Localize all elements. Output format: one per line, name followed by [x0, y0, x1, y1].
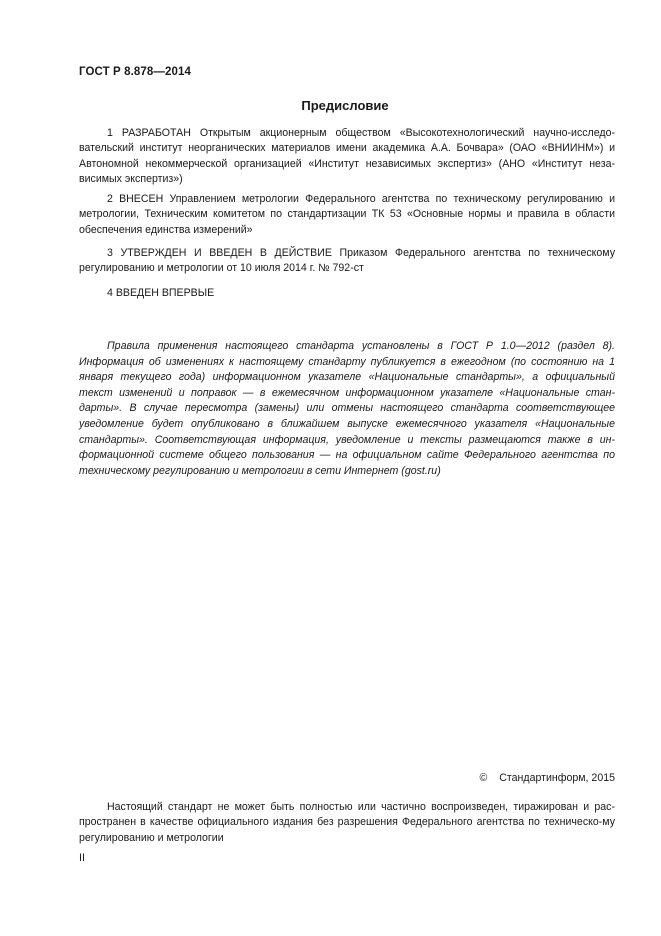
application-rules-notice: Правила применения настоящего стандарта установлены в ГОСТ Р 1.0—2012 (раздел 8). Информация об изменениях к настоящему стандарту публикуется в ежегодном (по состоянию на 1 января текущего года) информационном указателе «Национальные стандарты», а официальный текст изменений и поправок — в ежемесячном информационном указателе «Национальные стан-дарты». В случае пересмотра (замены) или отмены настоящего стандарта соответствующее уведомление будет опубликовано в ближайшем выпуске ежемесячного указателя «Национальные стандарты». Соответствующая информация, уведомление и тексты размещаются также в ин-формационной системе общего пользования — на официальном сайте Федерального агентства по техническому регулированию и метрологии в сети Интернет (gost.ru)	[79, 340, 615, 477]
paragraph-introduced	[79, 192, 615, 238]
standard-code: ГОСТ Р 8.878—2014	[79, 66, 191, 78]
copyright-symbol: ©	[479, 772, 488, 784]
paragraph-first-introduced	[79, 286, 615, 301]
paragraph-text: 4 ВВЕДЕН ВПЕРВЫЕ	[107, 287, 215, 299]
paragraph-developed	[79, 126, 615, 188]
reproduction-restriction-text: Настоящий стандарт не может быть полностью или частично воспроизведен, тиражирован и рас-пространен в качестве официального издания без разрешения Федерального агентства по техническо-му регулированию и метрологии	[79, 801, 615, 844]
copyright-holder: Стандартинформ, 2015	[499, 772, 615, 784]
page-title: Предисловие	[301, 98, 389, 113]
paragraph-text: 3 УТВЕРЖДЕН И ВВЕДЕН В ДЕЙСТВИЕ Приказом Федерального агентства по техническому регулированию и метрологии от 10 июля 2014 г. № 792-ст	[79, 247, 615, 275]
paragraph-text: 2 ВНЕСЕН Управлением метрологии Федерального агентства по техническому регулированию и метрологии, Техническим комитетом по стандартизации ТК 53 «Основные нормы и правила в области обеспечения единства измерений»	[79, 193, 615, 236]
page-number: II	[79, 852, 85, 864]
copyright-line	[479, 772, 615, 784]
paragraph-text: 1 РАЗРАБОТАН Открытым акционерным обществом «Высокотехнологический научно-исследо-вательский институт неорганических материалов имени академика А.А. Бочвара» (ОАО «ВНИИНМ») и Автономной некоммерческой организацией «Институт независимых экспертиз» (АНО «Институт неза-висимых экспертиз»)	[79, 127, 615, 186]
paragraph-approved	[79, 246, 615, 277]
